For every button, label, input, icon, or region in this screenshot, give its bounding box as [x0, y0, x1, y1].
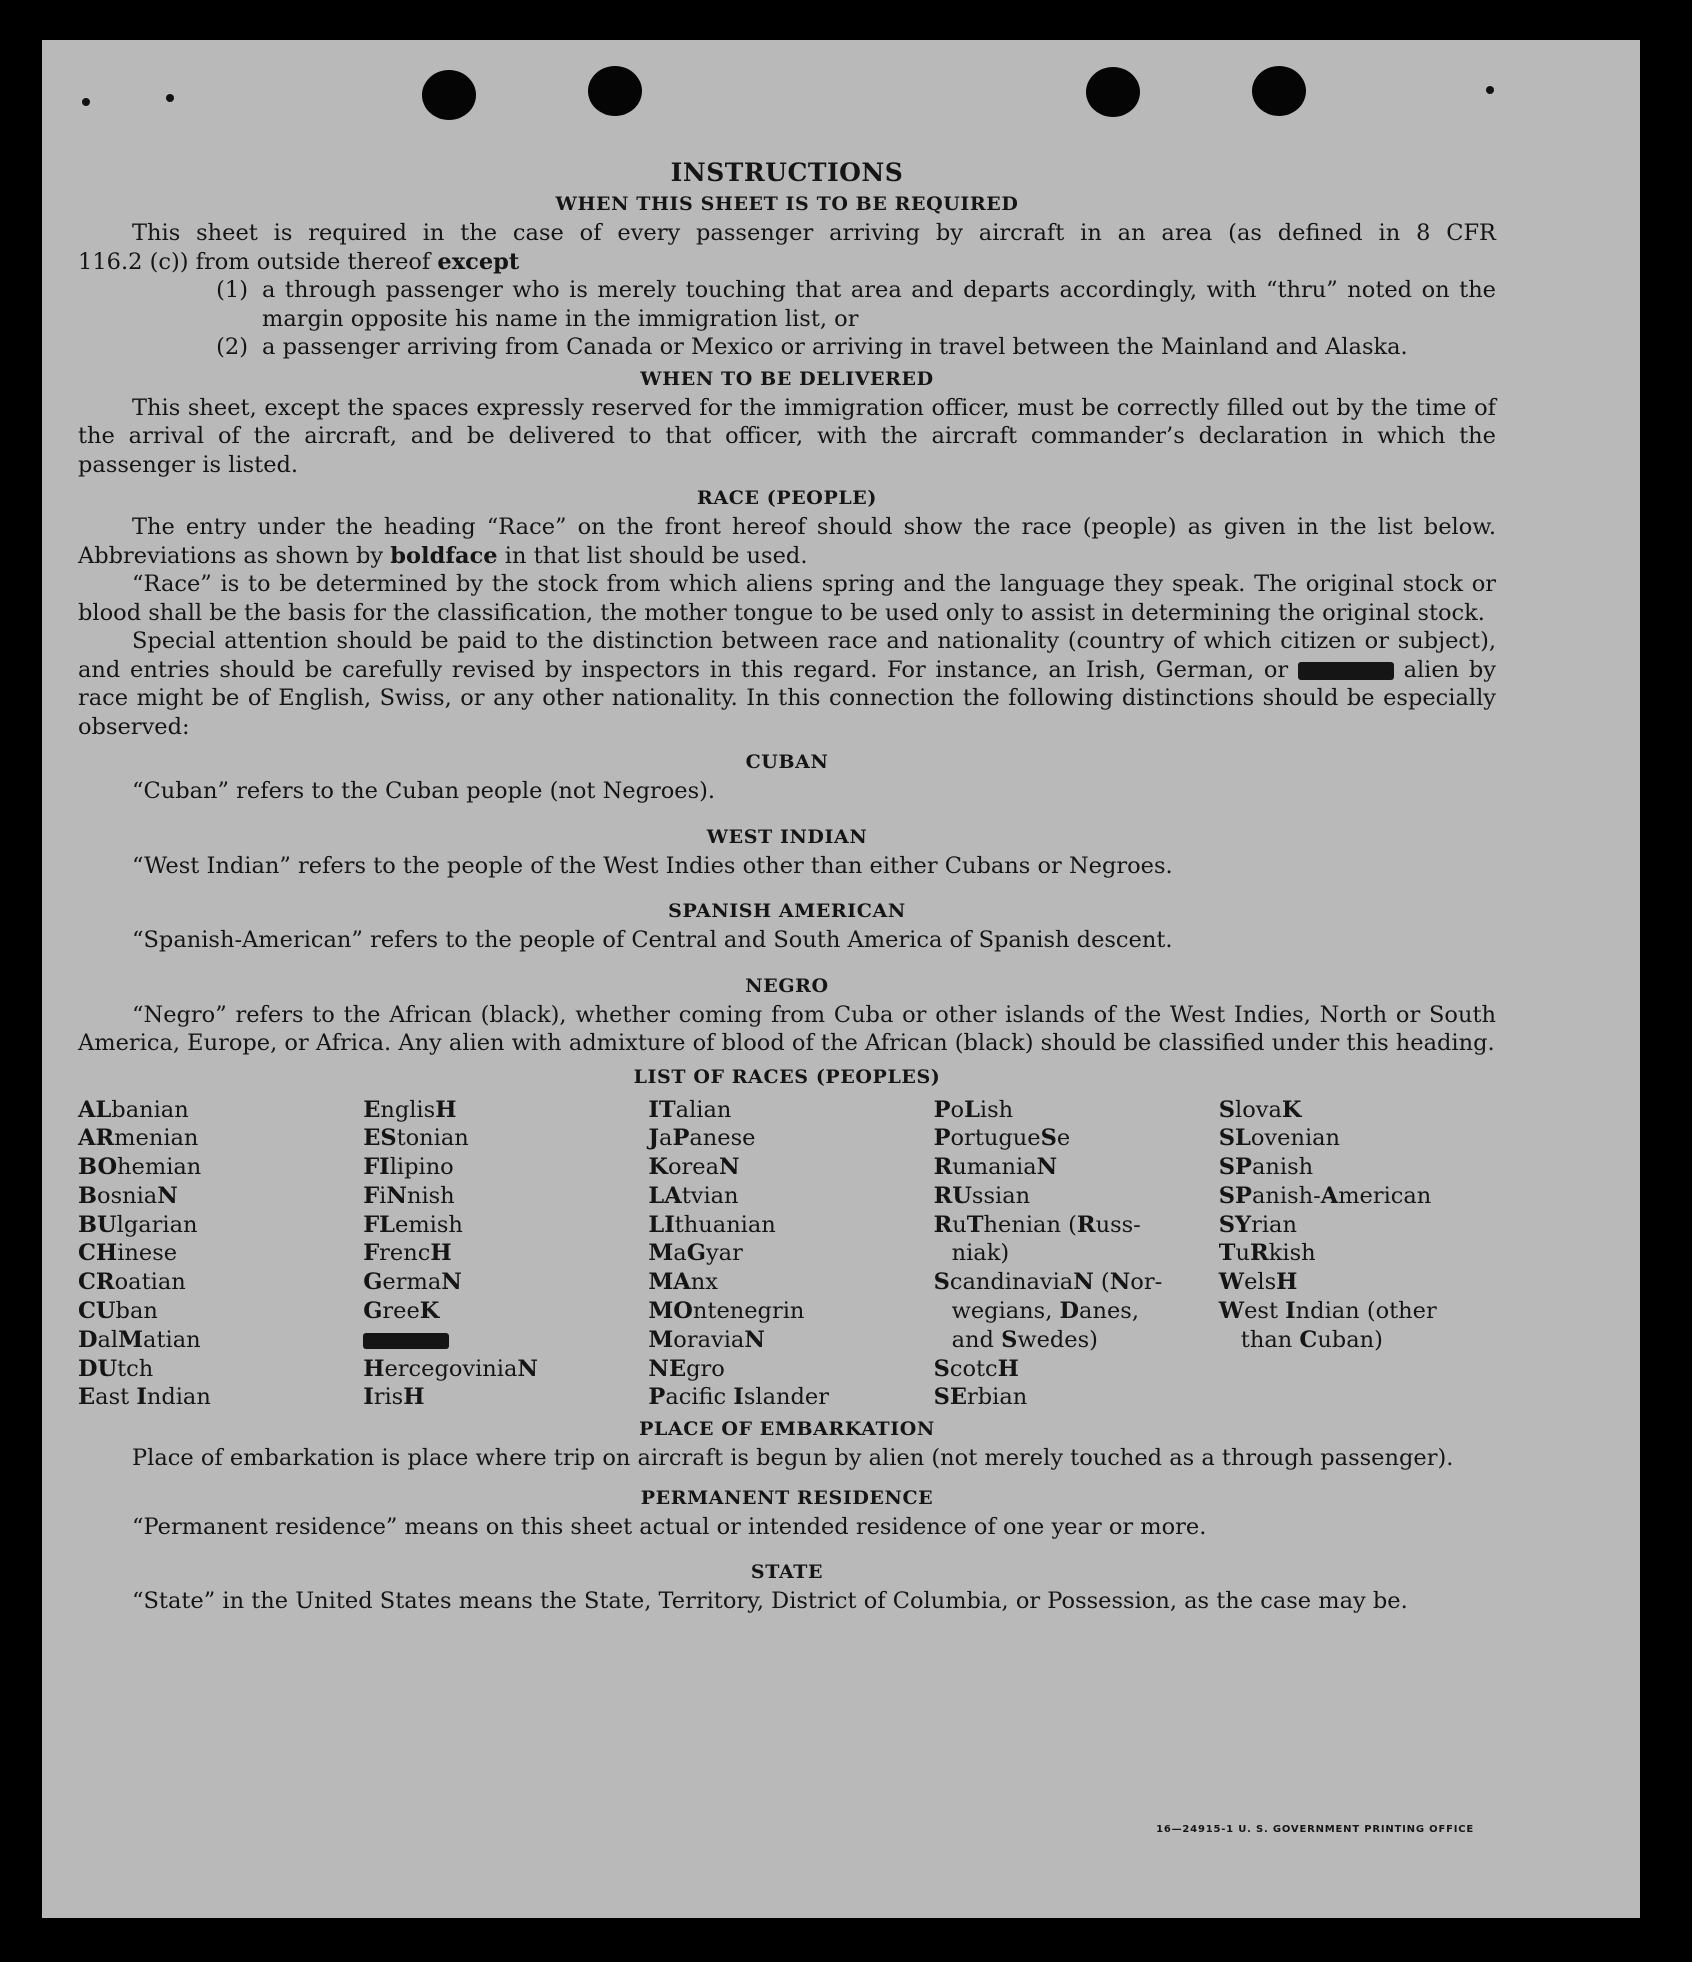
race-item: FLemish: [363, 1211, 463, 1238]
race-item: ITalian: [648, 1096, 732, 1123]
race-item-cont: niak): [951, 1240, 1010, 1267]
race-item: CHinese: [78, 1240, 178, 1267]
paragraph-embarkation: Place of embarkation is place where trip on aircraft is begun by alien (not merely touched as a through passenger).: [132, 1445, 1454, 1472]
paragraph-race-3: Special attention should be paid to the distinction between race and nationality (country of which citizen or subject), and entries should be carefully revised by inspectors in this regard. For instance, an Irish, German, or alien by race might be of English, Swiss, or any other nationality. In this connection the following distinctions should be especially observed:: [78, 628, 1496, 740]
race-item: BUlgarian: [78, 1211, 198, 1238]
punch-hole: [1252, 66, 1306, 116]
race-item: SPanish: [1218, 1154, 1314, 1181]
race-item: MaGyar: [648, 1240, 743, 1267]
margin-dot: [1486, 86, 1494, 94]
race-item: DalMatian: [78, 1326, 201, 1353]
heading-embarkation: PLACE OF EMBARKATION: [639, 1418, 935, 1441]
race-item: ScotcH: [933, 1355, 1019, 1382]
race-item: MOntenegrin: [648, 1298, 805, 1325]
list-item: (2) a passenger arriving from Canada or Mexico or arriving in travel between the Mainland and Alaska.: [216, 334, 1408, 360]
paragraph-delivered: This sheet, except the spaces expressly reserved for the immigration officer, must be correctly filled out by the time of the arrival of the aircraft, and be delivered to that officer, with the aircraft commander’s declaration in which the passenger is listed.: [78, 394, 1496, 478]
race-item: EStonian: [363, 1125, 469, 1152]
race-item: FiNnish: [363, 1182, 455, 1209]
paragraph-state: “State” in the United States means the State, Territory, District of Columbia, or Possession, as the case may be.: [132, 1588, 1408, 1615]
race-item: RuThenian (Russ-: [933, 1211, 1141, 1238]
races-column-2: [363, 1096, 640, 1413]
heading-race: RACE (PEOPLE): [697, 487, 877, 509]
paragraph-required-cont: 116.2 (c)) from outside thereof except: [78, 248, 520, 275]
heading-when-required: WHEN THIS SHEET IS TO BE REQUIRED: [555, 193, 1019, 215]
paragraph-negro: “Negro” refers to the African (black), whether coming from Cuba or other islands of the West Indies, North or South America, Europe, or Africa. Any alien with admixture of blood of the African (black) should be classified under this heading.: [78, 1001, 1496, 1056]
races-column-4: [934, 1096, 1211, 1413]
race-item: ARmenian: [78, 1125, 199, 1152]
heading-negro: NEGRO: [745, 974, 829, 997]
race-item: NEgro: [648, 1355, 725, 1382]
race-item: SlovaK: [1218, 1096, 1302, 1123]
races-column-3: [648, 1096, 925, 1413]
race-item: HercegoviniaN: [363, 1355, 538, 1382]
list-item: (1) a through passenger who is merely touching that area and departs accordingly, with “thru” noted on the margin opposite his name in the immigration list, or: [216, 277, 1496, 332]
race-item: ALbanian: [78, 1096, 189, 1123]
paragraph-cuban: “Cuban” refers to the Cuban people (not Negroes).: [132, 778, 716, 804]
race-item: WelsH: [1218, 1269, 1298, 1296]
paragraph-race-1: The entry under the heading “Race” on the front hereof should show the race (people) as given in the list below. Abbreviations as shown by boldface in that list should be used.: [78, 514, 1496, 569]
race-item: Pacific Islander: [648, 1384, 829, 1411]
race-item-cont: than Cuban): [1240, 1326, 1383, 1353]
paragraph-race-2: “Race” is to be determined by the stock from which aliens spring and the language they speak. The original stock or blood shall be the basis for the classification, the mother tongue to be used only to assist in determining the original stock.: [78, 571, 1496, 626]
race-item: DUtch: [78, 1355, 154, 1382]
race-item: MoraviaN: [648, 1326, 765, 1353]
race-item-redacted: [363, 1326, 640, 1355]
race-item: SErbian: [933, 1384, 1028, 1411]
race-item: BosniaN: [78, 1182, 178, 1209]
races-column-1: [78, 1096, 355, 1413]
instructions-body: [78, 158, 1496, 1616]
race-item-cont: wegians, Danes,: [951, 1298, 1139, 1325]
punch-hole: [1086, 67, 1140, 117]
paragraph-required: This sheet is required in the case of every passenger arriving by aircraft in an area (as defined in 8 CFR: [132, 220, 1496, 246]
race-item: East Indian: [78, 1384, 211, 1411]
race-item: PoLish: [933, 1096, 1014, 1123]
race-item-cont: and Swedes): [951, 1326, 1098, 1353]
race-item: ScandinaviaN (Nor-: [933, 1269, 1163, 1296]
race-item: FIlipino: [363, 1154, 454, 1181]
punch-hole: [588, 66, 642, 116]
paragraph-spanish-american: “Spanish-American” refers to the people of Central and South America of Spanish descent.: [132, 927, 1173, 953]
races-column-5: [1219, 1096, 1496, 1413]
heading-state: STATE: [750, 1561, 824, 1584]
except-emphasis: except: [437, 248, 520, 275]
heading-list-of-races: LIST OF RACES (PEOPLES): [633, 1065, 941, 1088]
race-item: SLovenian: [1218, 1125, 1341, 1152]
heading-permanent-residence: PERMANENT RESIDENCE: [640, 1486, 934, 1509]
race-item: West Indian (other: [1218, 1298, 1437, 1325]
race-item: CUban: [78, 1298, 158, 1325]
race-item: LAtvian: [648, 1182, 739, 1209]
printing-office-code: 16—24915-1 U. S. GOVERNMENT PRINTING OFFICE: [1156, 1824, 1474, 1835]
race-item: RumaniaN: [933, 1154, 1058, 1181]
paragraph-permanent-residence: “Permanent residence” means on this sheet actual or intended residence of one year or more.: [132, 1513, 1207, 1540]
race-item: MAnx: [648, 1269, 718, 1296]
race-item: EnglisH: [363, 1096, 457, 1123]
races-list: [78, 1096, 1496, 1413]
punch-hole: [422, 70, 476, 120]
paragraph-west-indian: “West Indian” refers to the people of the West Indies other than either Cubans or Negroes.: [132, 852, 1173, 879]
race-item: GermaN: [363, 1269, 462, 1296]
heading-when-delivered: WHEN TO BE DELIVERED: [640, 367, 934, 390]
race-item: TuRkish: [1218, 1240, 1316, 1267]
heading-spanish-american: SPANISH AMERICAN: [668, 900, 906, 922]
margin-dot: [166, 94, 174, 102]
race-item: IrisH: [363, 1384, 425, 1411]
race-item: GreeK: [363, 1298, 440, 1325]
redaction-mark: [1298, 662, 1394, 680]
race-item: LIthuanian: [648, 1211, 776, 1238]
margin-dot: [82, 98, 90, 106]
race-item: FrencH: [363, 1240, 452, 1267]
heading-cuban: CUBAN: [745, 751, 829, 773]
race-item: BOhemian: [78, 1154, 202, 1181]
redaction-mark: [363, 1333, 449, 1349]
heading-west-indian: WEST INDIAN: [706, 825, 868, 848]
page-title: INSTRUCTIONS: [670, 158, 904, 187]
race-item: PortugueSe: [933, 1125, 1071, 1152]
race-item: KoreaN: [648, 1154, 740, 1181]
race-item: SYrian: [1218, 1211, 1297, 1238]
race-item: SPanish-American: [1218, 1182, 1432, 1209]
race-item: CRoatian: [78, 1269, 186, 1296]
race-item: RUssian: [933, 1182, 1031, 1209]
document-page: [42, 40, 1640, 1918]
race-item: JaPanese: [648, 1125, 756, 1152]
